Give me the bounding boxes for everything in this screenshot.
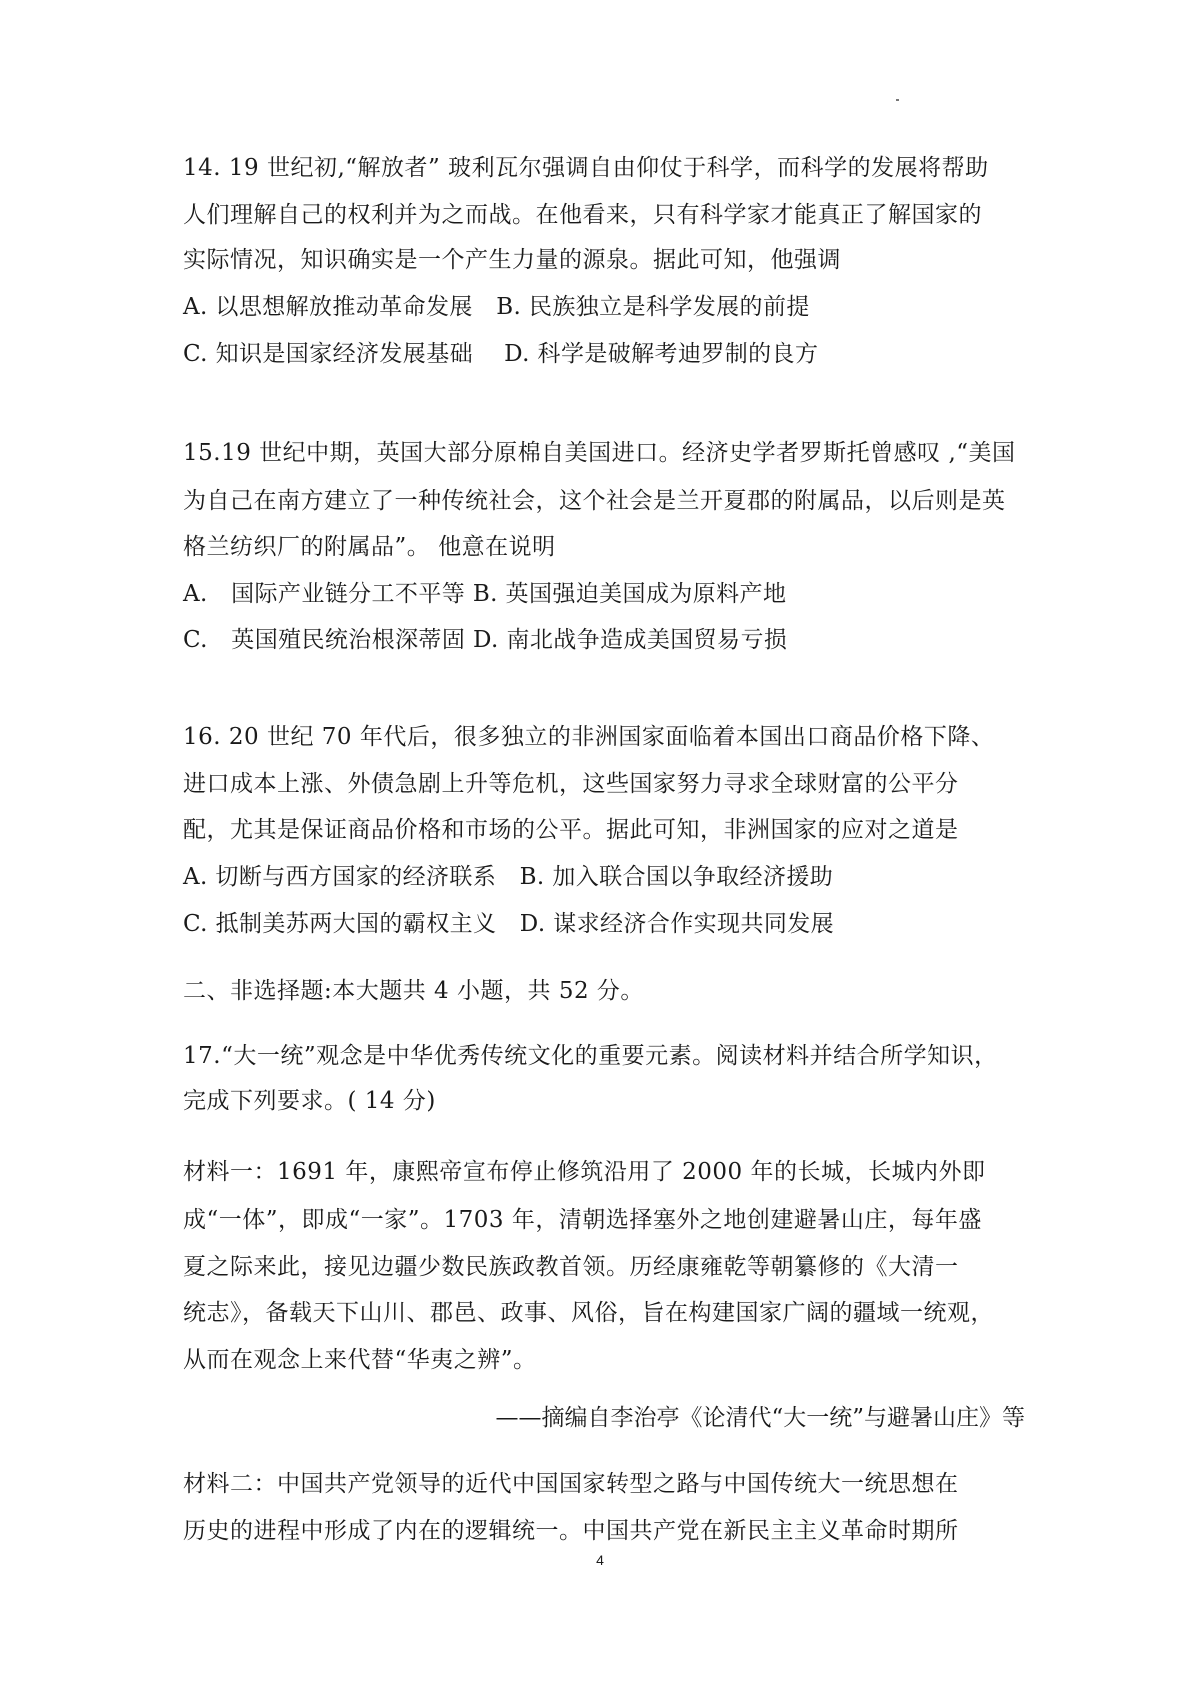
- material1-source: ——摘编自李治亭《论清代“大一统”与避暑山庄》等: [495, 1405, 1025, 1431]
- q15-options-cd: C. 英国殖民统治根深蒂固 D. 南北战争造成美国贸易亏损: [183, 627, 788, 653]
- q14-line-1: 14. 19 世纪初,“解放者” 玻利瓦尔强调自由仰仗于科学，而科学的发展将帮助: [183, 155, 989, 181]
- scan-speck: [896, 99, 899, 101]
- q15-line-2: 为自己在南方建立了一种传统社会，这个社会是兰开夏郡的附属品，以后则是英: [183, 488, 1006, 514]
- material1-line-5: 从而在观念上来代替“华夷之辨”。: [183, 1347, 537, 1373]
- page-number: 4: [596, 1552, 604, 1568]
- q15-line-3: 格兰纺织厂的附属品”。 他意在说明: [183, 534, 556, 560]
- q14-options-cd: C. 知识是国家经济发展基础 D. 科学是破解考迪罗制的良方: [183, 341, 819, 367]
- q16-line-1: 16. 20 世纪 70 年代后，很多独立的非洲国家面临着本国出口商品价格下降、: [183, 724, 995, 750]
- material2-line-1: 材料二：中国共产党领导的近代中国国家转型之路与中国传统大一统思想在: [183, 1471, 959, 1497]
- q15-line-1: 15.19 世纪中期，英国大部分原棉自美国进口。经济史学者罗斯托曾感叹 ,“美国: [183, 440, 1016, 466]
- q14-line-3: 实际情况，知识确实是一个产生力量的源泉。据此可知，他强调: [183, 247, 841, 273]
- material2-line-2: 历史的进程中形成了内在的逻辑统一。中国共产党在新民主主义革命时期所: [183, 1518, 959, 1544]
- material1-line-4: 统志》，备载天下山川、郡邑、政事、风俗，旨在构建国家广阔的疆域一统观，: [183, 1300, 994, 1326]
- q17-line-2: 完成下列要求。( 14 分): [183, 1088, 436, 1114]
- q16-options-cd: C. 抵制美苏两大国的霸权主义 D. 谋求经济合作实现共同发展: [183, 911, 835, 937]
- q14-options-ab: A. 以思想解放推动革命发展 B. 民族独立是科学发展的前提: [183, 294, 810, 320]
- q14-line-2: 人们理解自己的权利并为之而战。在他看来，只有科学家才能真正了解国家的: [183, 202, 982, 228]
- material1-line-1: 材料一：1691 年，康熙帝宣布停止修筑沿用了 2000 年的长城，长城内外即: [183, 1159, 986, 1185]
- q17-line-1: 17.“大一统”观念是中华优秀传统文化的重要元素。阅读材料并结合所学知识，: [183, 1043, 998, 1069]
- q16-line-3: 配，尤其是保证商品价格和市场的公平。据此可知，非洲国家的应对之道是: [183, 817, 959, 843]
- section-heading: 二、非选择题:本大题共 4 小题，共 52 分。: [183, 978, 644, 1004]
- q16-options-ab: A. 切断与西方国家的经济联系 B. 加入联合国以争取经济援助: [183, 864, 834, 890]
- q16-line-2: 进口成本上涨、外债急剧上升等危机，这些国家努力寻求全球财富的公平分: [183, 771, 959, 797]
- q15-options-ab: A. 国际产业链分工不平等 B. 英国强迫美国成为原料产地: [183, 581, 787, 607]
- material1-line-3: 夏之际来此，接见边疆少数民族政教首领。历经康雍乾等朝纂修的《大清一: [183, 1254, 959, 1280]
- material1-line-2: 成“一体”，即成“一家”。1703 年，清朝选择塞外之地创建避暑山庄，每年盛: [183, 1207, 982, 1233]
